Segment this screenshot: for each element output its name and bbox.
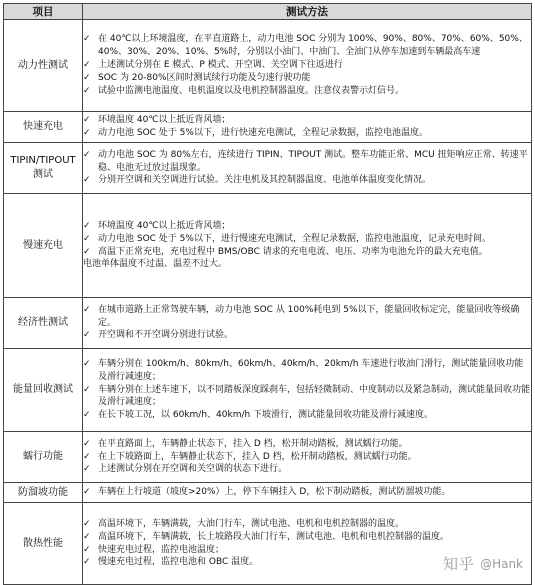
table-row — [4, 143, 532, 194]
checkmark-icon: ✓ — [83, 246, 91, 257]
bullet-text: 环境温度 40℃以上抵近背风墙； — [98, 115, 231, 126]
bullet-text: 在城市道路上正常驾驶车辆，动力电池 SOC 从 100%耗电到 5%以下，能量回收标定完，能量回收等级确定。 — [98, 304, 520, 328]
row-item-label: 能量回收测试 — [4, 349, 83, 432]
row-methods — [83, 20, 532, 112]
method-bullet — [83, 438, 531, 451]
checkmark-icon: ✓ — [83, 451, 91, 462]
bullet-text: 车辆在上行坡道（坡度>20%）上，停下车辆挂入 D，松下制动踏板，测试防溜坡功能。 — [98, 487, 451, 498]
bullet-text: 快速充电过程，监控电池温度； — [98, 544, 225, 555]
method-bullet — [83, 59, 531, 72]
checkmark-icon: ✓ — [83, 128, 91, 138]
checkmark-icon: ✓ — [83, 544, 91, 555]
row-note: 电池单体温度不过温、温差不过大。 — [83, 259, 228, 270]
method-bullet — [83, 486, 531, 499]
bullet-text: 动力电池 SOC 处于 5%以下，进行慢速充电测试，全程记录数据，监控电池温度，记录充电时间。 — [98, 233, 491, 244]
checkmark-icon: ✓ — [83, 464, 91, 475]
checkmark-icon: ✓ — [83, 304, 91, 315]
header-item: 项目 — [4, 4, 83, 20]
row-methods — [83, 349, 532, 432]
checkmark-icon: ✓ — [83, 330, 91, 341]
bullet-text: 高温下正常充电，充电过程中 BMS/OBC 请求的充电电流、电压、功率为电池允许的最大充电值。 — [98, 246, 488, 257]
table-row — [4, 298, 532, 349]
table-row — [4, 349, 532, 432]
method-bullet — [83, 329, 531, 342]
method-bullet — [83, 246, 531, 259]
row-methods — [83, 432, 532, 483]
checkmark-icon: ✓ — [83, 115, 91, 126]
bullet-text: 高温环境下，车辆满载，大油门行车，测试电池、电机和电机控制器的温度。 — [98, 518, 405, 529]
method-bullet — [83, 149, 531, 175]
method-bullet — [83, 409, 531, 422]
table-row — [4, 432, 532, 483]
method-bullet — [83, 220, 531, 233]
bullet-text: 在长下坡工况，以 60km/h、40km/h 下坡滑行，测试能量回收功能及滑行减速度。 — [98, 410, 434, 421]
method-bullet — [83, 384, 531, 410]
row-item-label: 散热性能 — [4, 503, 83, 585]
row-methods — [83, 194, 532, 298]
row-item-label: TIPIN/TIPOUT 测试 — [4, 143, 83, 194]
table-row — [4, 112, 532, 143]
checkmark-icon: ✓ — [83, 149, 91, 160]
bullet-text: 在上下坡路面上，车辆静止状态下，挂入 D 档，松开制动踏板，测试蠕行功能。 — [98, 451, 417, 462]
bullet-text: 慢速充电过程，监控电池和 OBC 温度。 — [98, 557, 259, 568]
row-item-label: 慢速充电 — [4, 194, 83, 298]
checkmark-icon: ✓ — [83, 220, 91, 231]
row-item-label: 动力性测试 — [4, 20, 83, 112]
watermark-author: @Hank — [480, 556, 523, 571]
row-item-label: 防溜坡功能 — [4, 483, 83, 503]
table-row — [4, 20, 532, 112]
row-methods — [83, 112, 532, 143]
header-method: 测试方法 — [83, 4, 532, 20]
bullet-text: 在 40℃以上环境温度，在平直道路上，动力电池 SOC 分别为 100%、90%、80%、70%、60%、50%、40%、30%、20%、10%、5%时，分别以小油门、中油门、全油门从停车加速到车辆最高车速 — [98, 34, 528, 58]
method-bullet — [83, 72, 531, 85]
method-bullet — [83, 33, 531, 59]
checkmark-icon: ✓ — [83, 233, 91, 244]
bullet-text: 环境温度 40℃以上抵近背风墙； — [98, 220, 231, 231]
bullet-text: 车辆分别在上述车速下，以不同踏板深度踩刹车，包括轻微制动、中度制动以及紧急制动，测试能量回收功能及滑行减速度； — [98, 384, 531, 408]
checkmark-icon: ✓ — [83, 358, 91, 369]
row-item-label: 快速充电 — [4, 112, 83, 143]
checkmark-icon: ✓ — [83, 60, 91, 71]
row-item-label: 蠕行功能 — [4, 432, 83, 483]
checkmark-icon: ✓ — [83, 531, 91, 542]
bullet-text: 动力电池 SOC 为 80%左右，连续进行 TIPIN、TIPOUT 测试。整车功能正常、MCU 扭矩响应正常、转速平稳、电池无过放过温现象。 — [98, 149, 528, 173]
bullet-text: 车辆分别在 100km/h、80km/h、60km/h、40km/h、20km/h 车速进行收油门滑行，测试能量回收功能及滑行减速度； — [98, 358, 524, 382]
checkmark-icon: ✓ — [83, 557, 91, 568]
table-row — [4, 483, 532, 503]
checkmark-icon: ✓ — [83, 34, 91, 45]
method-bullet — [83, 304, 531, 330]
method-bullet — [83, 531, 531, 544]
checkmark-icon: ✓ — [83, 487, 91, 498]
bullet-text: 在平直路面上，车辆静止状态下，挂入 D 档，松开制动踏板，测试蠕行功能。 — [98, 438, 408, 449]
row-methods — [83, 143, 532, 194]
row-item-label: 经济性测试 — [4, 298, 83, 349]
checkmark-icon: ✓ — [83, 384, 91, 395]
method-bullet — [83, 233, 531, 246]
method-bullet — [83, 174, 531, 187]
bullet-text: 上述测试分别在 E 模式、P 模式、开空调、关空调下往返进行 — [98, 60, 343, 71]
method-bullet — [83, 518, 531, 531]
method-bullet — [83, 114, 531, 127]
bullet-text: 开空调和不开空调分别进行试验。 — [98, 330, 234, 341]
method-bullet — [83, 451, 531, 464]
bullet-text: 分别开空调和关空调进行试验。关注电机及其控制器温度、电池单体温度变化情况。 — [98, 175, 432, 186]
table-row — [4, 194, 532, 298]
bullet-text: 动力电池 SOC 处于 5%以下，进行快速充电测试，全程记录数据，监控电池温度。 — [98, 128, 428, 138]
checkmark-icon: ✓ — [83, 518, 91, 529]
row-methods — [83, 483, 532, 503]
test-method-table — [3, 3, 532, 585]
bullet-text: 高温环境下，车辆满载，长上坡路段大油门行车，测试电池、电机和电机控制器的温度。 — [98, 531, 450, 542]
checkmark-icon: ✓ — [83, 72, 91, 83]
zhihu-watermark — [443, 553, 523, 574]
bullet-text: SOC 为 20-80%区间时测试续行功能及匀速行驶功能 — [98, 72, 311, 83]
checkmark-icon: ✓ — [83, 438, 91, 449]
bullet-text: 上述测试分别在开空调和关空调的状态下进行。 — [98, 464, 288, 475]
method-bullet — [83, 358, 531, 384]
table-header-row — [4, 4, 532, 20]
method-bullet — [83, 85, 531, 98]
method-bullet — [83, 127, 531, 140]
bullet-text: 试验中监测电池温度、电机温度以及电机控制器温度。注意仪表警示灯信号。 — [98, 85, 405, 96]
checkmark-icon: ✓ — [83, 410, 91, 421]
checkmark-icon: ✓ — [83, 175, 91, 186]
watermark-site: 知乎 — [443, 555, 476, 573]
method-bullet — [83, 463, 531, 476]
checkmark-icon: ✓ — [83, 85, 91, 96]
row-methods — [83, 298, 532, 349]
